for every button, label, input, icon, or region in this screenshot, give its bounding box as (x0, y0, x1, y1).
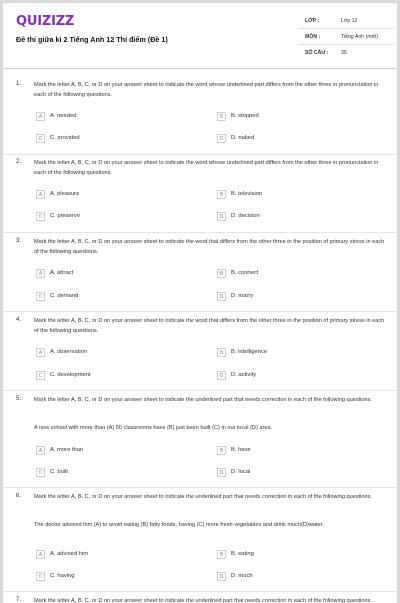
option-text: A. needed (50, 113, 77, 119)
question-text: Mark the letter A, B, C, or D on your answer sheet to indicate the underlined part that needs correction in each of the following questions. (34, 397, 372, 403)
question-number: 6. (16, 493, 22, 499)
question-text: Mark the letter A, B, C, or D on your answer sheet to indicate the underlined part that needs correction in each of the following questions. (34, 598, 372, 603)
question-number: 1. (16, 81, 22, 87)
meta-label: SỐ CÂU : (305, 50, 329, 56)
meta-value: 35 (341, 50, 347, 56)
option-text: D. activity (231, 372, 257, 378)
question-sentence: A new school with more than (A) 50 classrooms have (B) just been built (C) in our local (D) area. (34, 425, 273, 431)
worksheet-title: Đề thi giữa kì 2 Tiếng Anh 12 Thí điểm (Đề 1) (16, 35, 168, 44)
option-text: B. eating (231, 551, 254, 557)
quizizz-logo: QUIZIZZ (16, 14, 75, 29)
divider (3, 154, 397, 155)
option-text: A. more than (50, 447, 84, 453)
option-text: B. intelligence (231, 349, 268, 355)
worksheet-meta (299, 13, 394, 61)
option-text: D. local (231, 469, 251, 475)
option-letter-box: C (36, 292, 45, 301)
option-letter-box: C (36, 212, 45, 221)
option-text: A. attract (50, 270, 74, 276)
option-letter-box: B (217, 446, 226, 455)
meta-label: LỚP : (305, 18, 320, 24)
option-letter-box: C (36, 371, 45, 380)
divider (3, 390, 397, 391)
divider (3, 232, 397, 233)
option-letter-box: B (217, 190, 226, 199)
worksheet-page (3, 3, 397, 603)
option-letter-box: B (217, 112, 226, 121)
meta-value: Tiếng Anh (mới) (341, 34, 378, 40)
option-text: B. have (231, 447, 251, 453)
option-letter-box: C (36, 468, 45, 477)
question-text: Mark the letter A, B, C, or D on your answer sheet to indicate the word whose underlined part differs from the other three in pronunciation in each of the following questions. (34, 82, 379, 98)
question-text: Mark the letter A, B, C, or D on your answer sheet to indicate the word that differs from the other three in the position of primary stress in each of the following questions. (34, 318, 385, 334)
option-letter-box: C (36, 134, 45, 143)
option-text: A. observation (50, 349, 88, 355)
option-letter-box: D (217, 572, 226, 581)
option-letter-box: A (36, 348, 45, 357)
option-letter-box: D (217, 468, 226, 477)
meta-row-count (299, 45, 394, 61)
option-text: D. decision (231, 213, 260, 219)
option-letter-box: A (36, 112, 45, 121)
option-letter-box: C (36, 572, 45, 581)
option-letter-box: A (36, 190, 45, 199)
meta-row-class (299, 13, 394, 29)
question-number: 3. (16, 238, 22, 244)
option-letter-box: B (217, 269, 226, 278)
option-letter-box: D (217, 212, 226, 221)
question-text: Mark the letter A, B, C, or D on your answer sheet to indicate the word that differs from the other three in the position of primary stress in each of the following questions. (34, 239, 385, 255)
question-text: Mark the letter A, B, C, or D on your answer sheet to indicate the underlined part that needs correction in each of the following questions. (34, 494, 372, 500)
option-text: B. connect (231, 270, 259, 276)
meta-value: Lớp 12 (341, 18, 358, 24)
option-text: C. built (50, 469, 69, 475)
divider (3, 311, 397, 312)
option-text: C. provided (50, 135, 80, 141)
option-letter-box: D (217, 371, 226, 380)
option-text: D. naked (231, 135, 255, 141)
option-letter-box: A (36, 550, 45, 559)
option-text: C. preserve (50, 213, 80, 219)
option-text: D. marry (231, 293, 254, 299)
option-letter-box: B (217, 550, 226, 559)
divider (3, 591, 397, 592)
meta-label: MÔN : (305, 34, 321, 40)
option-text: B. stopped (231, 113, 259, 119)
option-text: A. pleasure (50, 191, 80, 197)
option-text: C. development (50, 372, 91, 378)
option-text: C. demand (50, 293, 79, 299)
option-text: B. television (231, 191, 263, 197)
option-letter-box: D (217, 134, 226, 143)
question-number: 2. (16, 159, 22, 165)
divider (3, 487, 397, 488)
worksheet-header (3, 3, 397, 69)
option-text: A. advised him (50, 551, 89, 557)
question-sentence: The doctor advised him (A) to avoid eating (B) fatty foods, having (C) more fresh vegetables and drink much(D)water. (34, 522, 324, 528)
meta-row-subject (299, 29, 394, 45)
question-number: 4. (16, 317, 22, 323)
option-letter-box: A (36, 446, 45, 455)
question-text: Mark the letter A, B, C, or D on your answer sheet to indicate the word whose underlined part differs from the other three in pronunciation in each of the following questions. (34, 160, 379, 176)
option-letter-box: B (217, 348, 226, 357)
option-letter-box: A (36, 269, 45, 278)
option-text: C. having (50, 573, 75, 579)
option-letter-box: D (217, 292, 226, 301)
question-number: 7. (16, 597, 22, 603)
option-text: D. much (231, 573, 253, 579)
question-number: 5. (16, 396, 22, 402)
